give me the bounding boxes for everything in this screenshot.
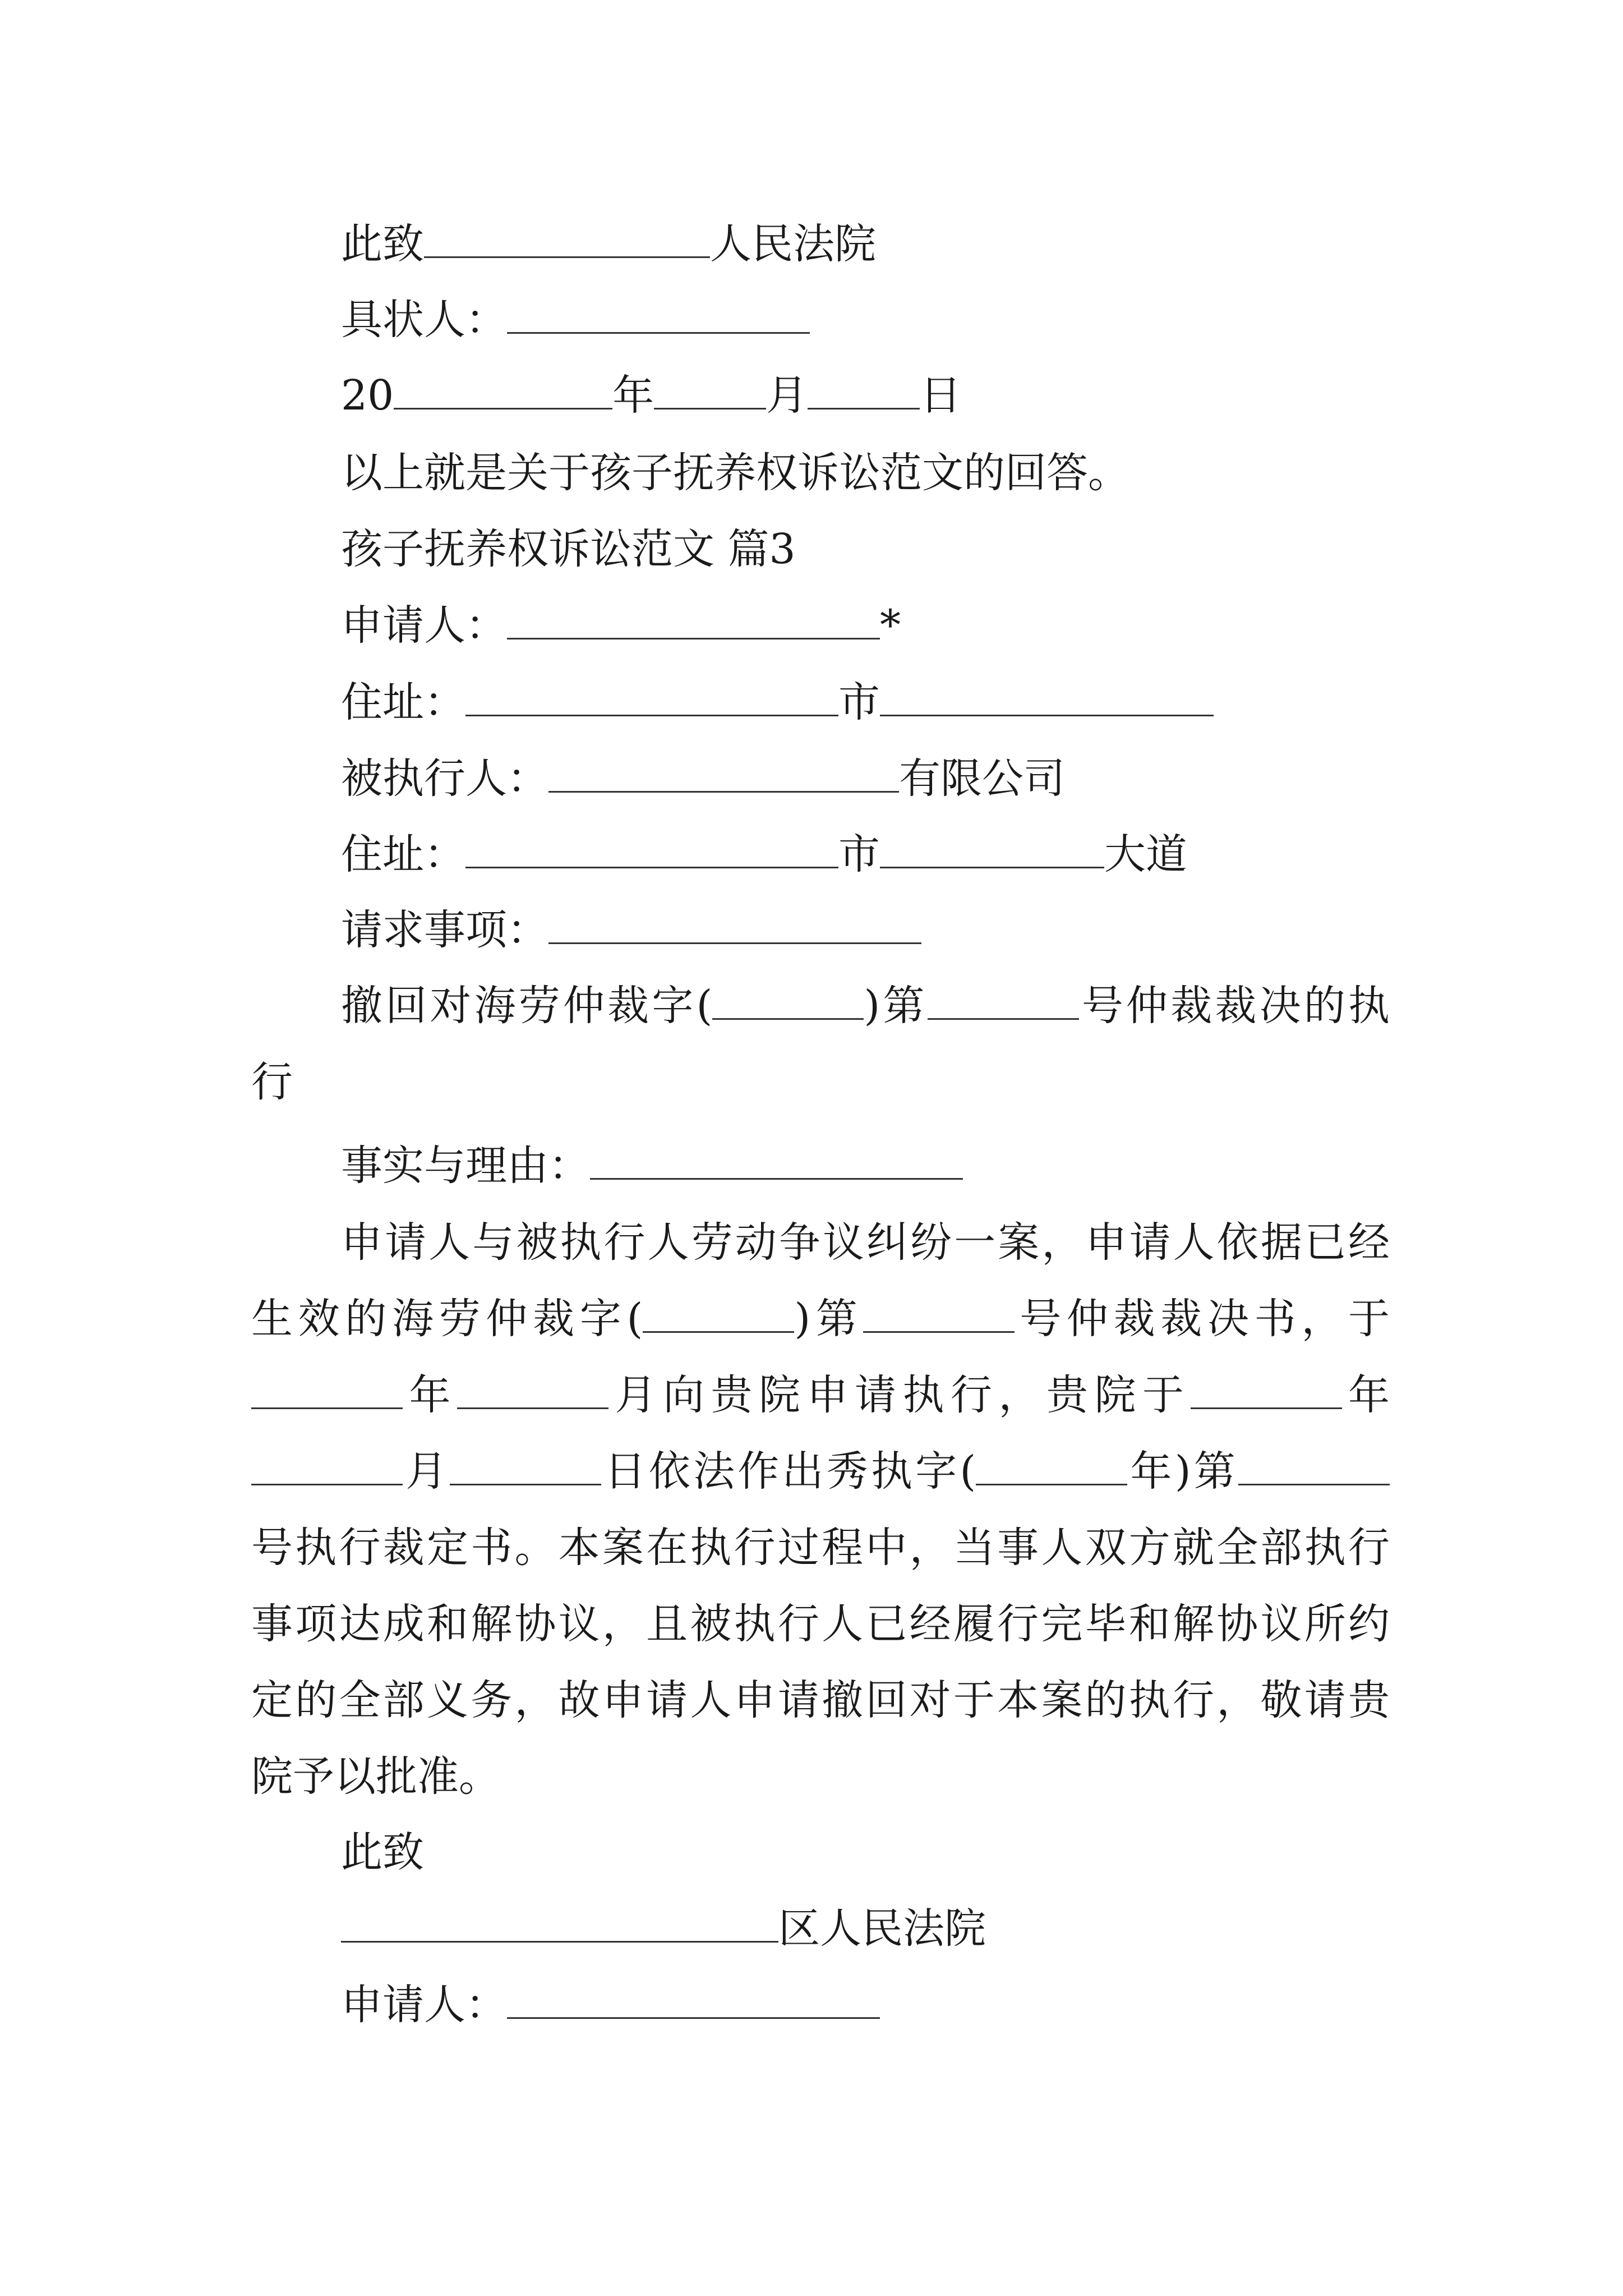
case-year-blank [643,1293,794,1333]
facts-text: 号仲裁裁决书，于 [1014,1295,1390,1343]
district-blank [341,1903,778,1943]
facts-paragraph-line-8 [251,1738,1390,1815]
facts-text: 号执行裁定书。本案在执行过程中，当事人双方就全部执行 [251,1524,1390,1572]
applicant-address-line [251,664,1390,741]
day-label: 日 [920,371,962,420]
court-name-blank [424,218,710,258]
section-heading [251,510,1390,588]
request-label: 请求事项： [341,906,548,954]
ruling-case-no-blank [1238,1446,1390,1485]
year-label: 年 [403,1371,457,1419]
summary-text: 以上就是关于孩子抚养权诉讼范文的回答。 [341,449,1129,497]
ruling-case-year-blank [976,1446,1127,1485]
facts-label: 事实与理由： [341,1142,590,1190]
respondent-line [251,740,1390,817]
year-prefix: 20 [341,371,394,420]
ruling-day-blank [450,1446,601,1485]
case-no-label: )第 [864,982,928,1030]
case-year-blank [712,980,864,1020]
request-line [251,891,1390,969]
city-label: 市 [838,830,880,878]
request-text-wrap: 行 [251,1058,293,1106]
plaintiff-blank [507,294,810,334]
year-blank [394,370,612,409]
facts-text: 院予以批准。 [251,1752,500,1801]
case-no-label: )第 [794,1295,863,1343]
apply-year-blank [251,1369,403,1409]
ruling-month-blank [251,1446,403,1485]
year-label: 年 [612,371,654,420]
facts-text: 申请人与被执行人劳动争议纠纷一案，申请人依据已经 [341,1218,1390,1267]
summary-line [251,434,1390,512]
request-text-end: 号仲裁裁决的执 [1078,982,1390,1030]
applicant-line [251,587,1390,664]
facts-text: 日依法作出秀执字( [601,1447,976,1496]
address-label: 住址： [341,678,465,726]
applicant-signature-blank [507,1979,880,2019]
respondent-blank [548,753,899,793]
case-no-blank [863,1293,1015,1333]
address-blank [465,829,838,868]
day-blank [808,370,920,409]
court-line [251,1890,1390,1967]
section-title: 孩子抚养权诉讼范文 篇3 [341,525,796,573]
month-blank [654,370,766,409]
request-text-start: 撤回对海劳仲裁字( [341,982,713,1030]
month-label: 月 [766,371,808,420]
facts-text: 生效的海劳仲裁字( [251,1295,643,1343]
salutation-text: 此致 [341,220,424,268]
case-no-blank [928,980,1079,1020]
salutation-line [251,205,1390,283]
facts-paragraph-line-2 [251,1280,1390,1358]
request-blank [548,904,921,944]
facts-paragraph-line-4 [251,1433,1390,1510]
applicant-blank [507,600,880,639]
court-suffix: 人民法院 [710,220,876,268]
year-label: 年 [1341,1371,1390,1419]
company-suffix: 有限公司 [899,754,1065,803]
facts-paragraph-line-1 [251,1204,1390,1281]
applicant-signature-line [251,1966,1390,2044]
address-blank [465,677,838,716]
plaintiff-signature-line [251,281,1390,358]
ruling-year-blank [1191,1369,1342,1409]
road-label: 大道 [1104,830,1187,878]
date-line [251,357,1390,434]
plaintiff-label: 具状人： [341,296,507,344]
address-label: 住址： [341,830,465,878]
district-court-label: 区人民法院 [778,1904,986,1953]
request-content-wrap [251,1043,1390,1121]
facts-text: 年)第 [1127,1447,1239,1496]
facts-paragraph-line-3 [251,1356,1390,1434]
apply-month-blank [457,1369,608,1409]
salutation-line-2 [251,1814,1390,1891]
road-blank [880,829,1104,868]
request-content-line [251,967,1390,1045]
facts-text: 定的全部义务，故申请人申请撤回对于本案的执行，敬请贵 [251,1676,1390,1724]
applicant-label: 申请人： [341,1981,507,2029]
facts-line [251,1127,1390,1204]
city-blank [880,677,1214,716]
respondent-address-line [251,816,1390,893]
applicant-asterisk: * [880,601,901,650]
applicant-label: 申请人： [341,601,507,650]
facts-text: 月向贵院申请执行，贵院于 [608,1371,1191,1419]
facts-paragraph-line-5 [251,1509,1390,1586]
city-label: 市 [838,678,880,726]
facts-text: 事项达成和解协议，且被执行人已经履行完毕和解协议所约 [251,1600,1390,1648]
salutation-text: 此致 [341,1828,424,1876]
facts-blank [590,1140,963,1180]
facts-paragraph-line-6 [251,1585,1390,1663]
respondent-label: 被执行人： [341,754,548,803]
month-label: 月 [403,1447,450,1496]
facts-paragraph-line-7 [251,1662,1390,1739]
